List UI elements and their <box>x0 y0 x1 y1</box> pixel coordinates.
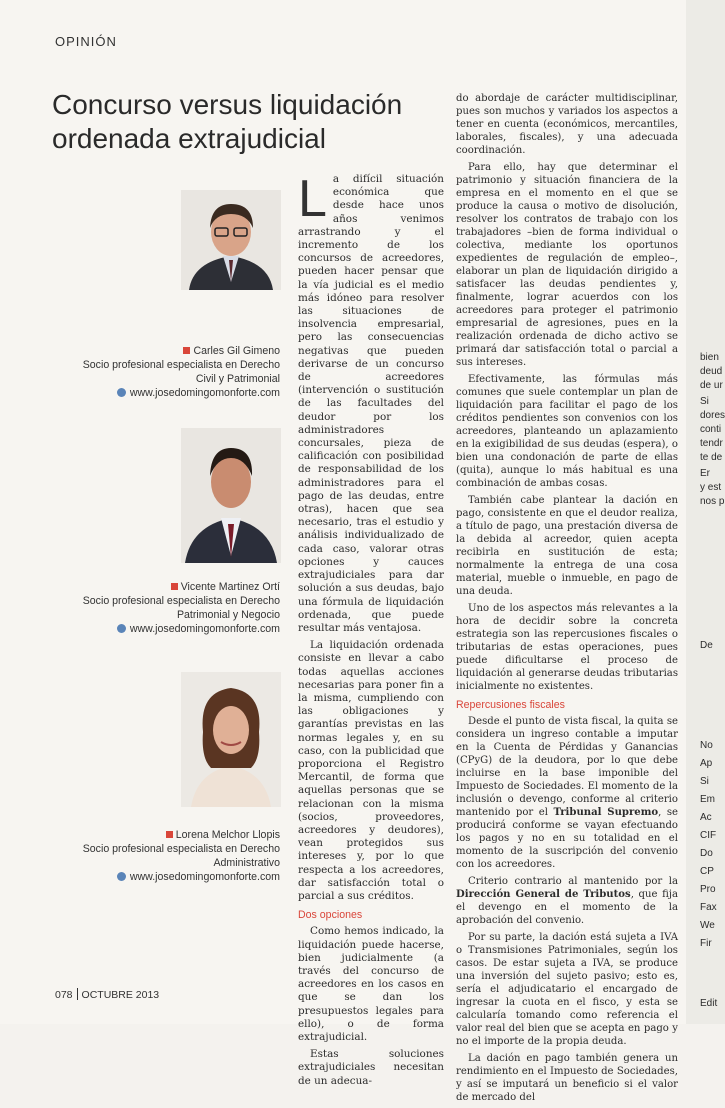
edge-text: de ur <box>700 380 723 391</box>
author-block-carles <box>60 344 280 400</box>
edge-text: CP <box>700 866 714 877</box>
paragraph: do abordaje de carácter multidisciplinar, pues son muchos y variados los aspectos a tener en cuenta (económicos, mercantiles, laborales, fiscales), y una adecuada coordinación. <box>456 93 678 156</box>
author-website-link[interactable]: www.josedomingomonforte.com <box>129 387 280 399</box>
author-role: Patrimonial y Negocio <box>176 609 280 621</box>
paragraph: Criterio contrario al mantenido por la Dirección General de Tributos, que fija el devengo en el momento de la aprobación del convenio. <box>456 876 678 926</box>
edge-text: conti <box>700 424 722 435</box>
accent-square-icon <box>183 347 190 354</box>
accent-square-icon <box>166 831 173 838</box>
paragraph: La liquidación ordenada consiste en llevar a cabo todas aquellas acciones necesarias para poner fin a la misma, cumpliendo con las obligaciones y garantías previstas en las normas legales y, en su caso, con la publicidad que proporciona el Registro Mercantil, de forma que aquellas personas que se relacionan con la misma (socios, proveedores, acreedores y deudores), vean protegidos sus intereses y, por lo que respecta a los acreedores, dar satisfacción total o parcial a sus créditos. <box>298 639 444 902</box>
paragraph: Desde el punto de vista fiscal, la quita se considera un ingreso contable a imputar en la Cuenta de Pérdidas y Ganancias (CPyG) de la deudora, por lo que debe incluirse en la base imponible del Impuesto de Sociedades. El momento de la inclusión o devengo, conforme al criterio mantenido por el Tribunal Supremo, se producirá conforme se vayan efectuando los pagos y no en su totalidad en el momento de la suscripción del convenio con los acreedores. <box>456 716 678 870</box>
edge-text: Pro <box>700 884 716 895</box>
author-role: Administrativo <box>213 857 280 869</box>
edge-text: Em <box>700 794 715 805</box>
author-name: Lorena Melchor Llopis <box>175 829 280 841</box>
paragraph: También cabe plantear la dación en pago, consistente en que el deudor realiza, a título de pago, una prestación diversa de la debida al acreedor, quien acepta recibirla en sustitución de esta; normalmente la entrega de una cosa material, mueble o inmueble, en pago de una deuda. <box>456 495 678 597</box>
edge-text: CIF <box>700 830 717 841</box>
paragraph: Como hemos indicado, la liquidación puede hacerse, bien judicialmente (a través del concurso de acreedores en los casos en que se dan los presupuestos legales para ello), o de forma extrajudicial. <box>298 925 444 1043</box>
emphasis: Dirección General de Tributos <box>456 889 631 900</box>
author-role: Socio profesional especialista en Derecho <box>82 359 280 371</box>
author-block-vicente <box>60 580 280 636</box>
paragraph: Estas soluciones extrajudiciales necesitan de un adecua- <box>298 1048 444 1087</box>
globe-icon <box>117 872 126 881</box>
edge-text: We <box>700 920 715 931</box>
paragraph: Uno de los aspectos más relevantes a la hora de decidir sobre la concreta estrategia son las repercusiones fiscales o tributarias de estas operaciones, pues puede dificultarse el proceso de liquidación al generarse deudas tributarias inicialmente no existentes. <box>456 603 678 692</box>
subheading: Repercusiones fiscales <box>456 699 565 711</box>
subheading: Dos opciones <box>298 909 363 922</box>
section-label: OPINIÓN <box>55 34 117 49</box>
article-column-1 <box>298 170 444 1092</box>
paragraph: Para ello, hay que determinar el patrimonio y situación financiera de la empresa en el momento en el que se produce la causa o motivo de disolución, resolver los contratos de trabajo con los trabajadores –bien de forma individual o colectiva, mediante los oportunos expedientes de regulación de empleo–, elaborar un plan de liquidación dirigido a satisfacer las deudas pendientes y, finalmente, lograr acuerdos con los acreedores para proteger el patrimonio empresarial de agresiones, pues en la realización ordenada de dicho activo se primará dar satisfacción total o parcial a sus intereses. <box>456 162 678 368</box>
page-footer <box>55 988 159 1001</box>
issue-date: OCTUBRE 2013 <box>81 989 160 1001</box>
edge-text: Ap <box>700 758 713 769</box>
globe-icon <box>117 624 126 633</box>
emphasis: Tribunal Supremo <box>553 807 659 818</box>
author-role: Civil y Patrimonial <box>195 373 280 385</box>
page-number: 078 <box>55 989 73 1001</box>
edge-text: Er <box>700 468 710 479</box>
edge-text: te de <box>700 452 723 463</box>
edge-text: y est <box>700 482 722 493</box>
author-name: Vicente Martinez Ortí <box>180 581 280 593</box>
article-title: Concurso versus liquidación ordenada extrajudicial <box>52 89 403 154</box>
edge-text: De <box>700 640 713 651</box>
edge-text: Si <box>700 776 709 787</box>
author-photo-vicente <box>181 428 281 563</box>
edge-text: nos p <box>700 496 725 507</box>
edge-text: Si <box>700 396 709 407</box>
edge-text: Ac <box>700 812 712 823</box>
edge-text: dores <box>700 410 725 421</box>
globe-icon <box>117 388 126 397</box>
edge-text: No <box>700 740 713 751</box>
paragraph: a difícil situación económica que desde hace unos años venimos arrastrando y el incremento de los concursos de acreedores, pueden hacer pensar que la vía judicial es el medio más idóneo para resolver las situaciones de insolvencia empresarial, pero las consecuencias negativas que pueden derivarse de un concurso de acreedores (intervención o sustitución de las facultades del deudor por los administradores concursales, pieza de calificación con posibilidad de responsabilidad de los administradores para el pago de las deudas, entre otras), hacen que sea necesario, tras el estudio y análisis individualizado de cada caso, valorar otras opciones y cauces extrajudiciales para dar solución a sus deudas, bajo una fórmula de liquidación ordenada, que puede resultar más ventajosa. <box>298 173 444 634</box>
accent-square-icon <box>171 583 178 590</box>
paragraph: Efectivamente, las fórmulas más comunes que suele contemplar un plan de liquidación para facilitar el pago de los créditos pendientes son convenios con los acreedores, planteando un aplazamiento en la exigibilidad de sus deudas (espera), o bien una condonación de parte de ellas (quita), aunque lo más habitual es una combinación de ambas cosas. <box>456 374 678 489</box>
footer-divider <box>77 988 78 1000</box>
author-photo-lorena <box>181 672 281 807</box>
drop-cap: L <box>298 170 327 228</box>
edge-text: Fir <box>700 938 712 949</box>
facing-page-edge <box>686 0 725 1024</box>
edge-text: Edit <box>700 998 718 1009</box>
edge-text: Do <box>700 848 713 859</box>
author-role: Socio profesional especialista en Derecho <box>82 595 280 607</box>
paragraph: La dación en pago también genera un rendimiento en el Impuesto de Sociedades, y así se imputará un beneficio si el valor de mercado del <box>456 1053 678 1103</box>
author-website-link[interactable]: www.josedomingomonforte.com <box>129 623 280 635</box>
author-website-link[interactable]: www.josedomingomonforte.com <box>129 871 280 883</box>
author-name: Carles Gil Gimeno <box>193 345 280 357</box>
author-photo-carles <box>181 190 281 290</box>
paragraph: Por su parte, la dación está sujeta a IVA o Transmisiones Patrimoniales, según los casos. De estar sujeta a IVA, se produce una inversión del sujeto pasivo; esto es, sería el adjudicatario el encargado de ingresar la cuota en el fisco, y esta se calcularía tomando como referencia el valor real del bien que se acepta en pago y no el importe de la propia deuda. <box>456 932 678 1047</box>
edge-text: Fax <box>700 902 717 913</box>
article-column-2 <box>456 92 678 1108</box>
edge-text: deud <box>700 366 723 377</box>
author-block-lorena <box>60 828 280 884</box>
author-role: Socio profesional especialista en Derecho <box>82 843 280 855</box>
edge-text: bien <box>700 352 719 363</box>
edge-text: tendr <box>700 438 723 449</box>
